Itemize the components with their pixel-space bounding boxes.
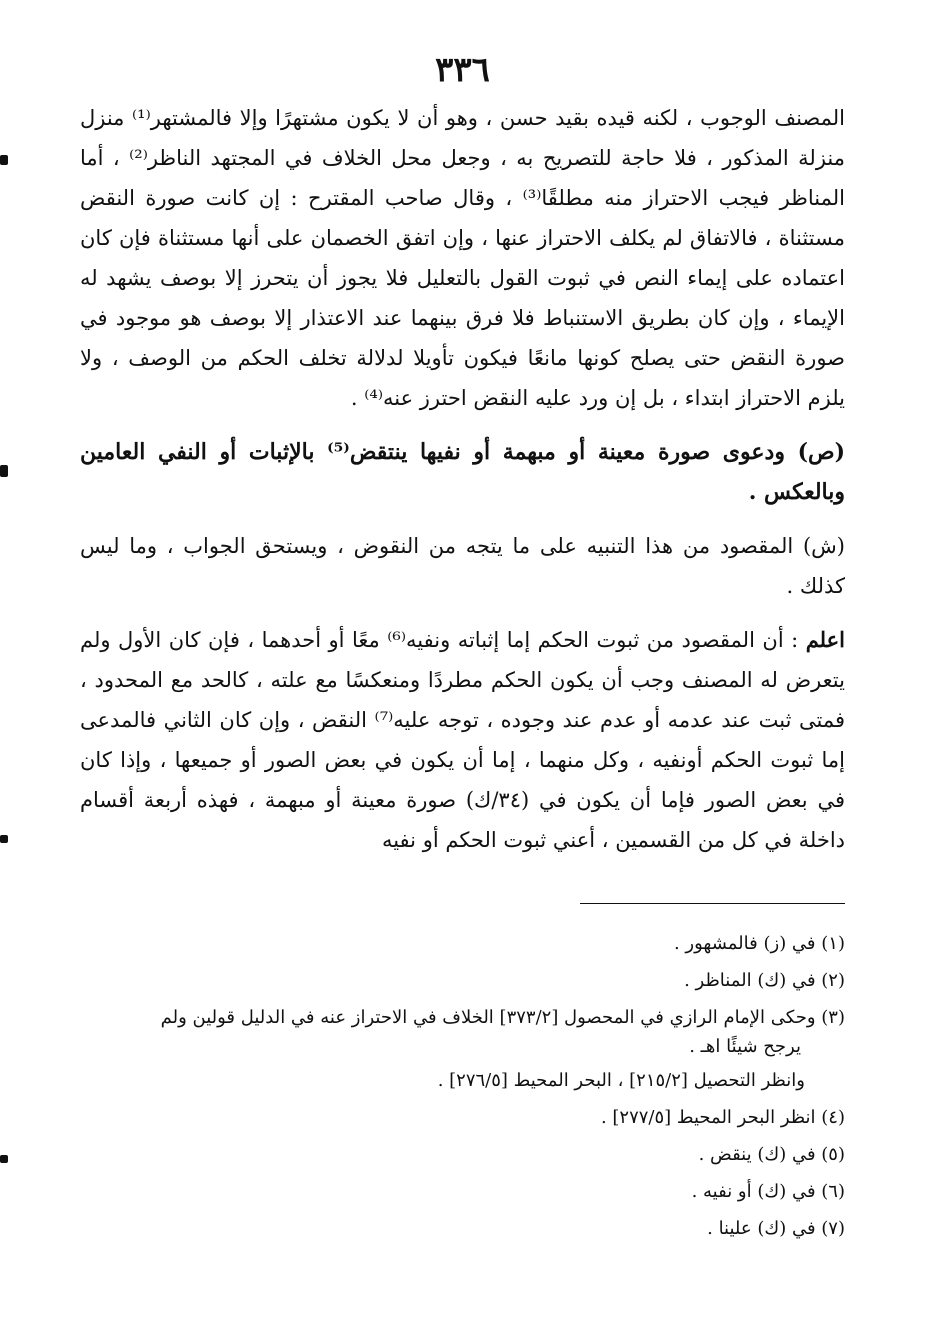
footnote-6: (٦) في (ك) أو نفيه . [691, 1181, 845, 1202]
footnote-3: (٣) وحكى الإمام الرازي في المحصول [٣٧٣/٢] الخلاف في الاحتراز عنه في الدليل قولين ولم [160, 1007, 845, 1028]
footnote-4: (٤) انظر البحر المحيط [٢٧٧/٥] . [600, 1107, 845, 1128]
paragraph-4-lead-word: اعلم [805, 627, 845, 652]
paragraph-2-text-statement: (ص) ودعوى صورة معينة أو مبهمة أو نفيها ينتقض⁽⁵⁾ بالإثبات أو النفي العامين وبالعكس . [80, 439, 845, 505]
footnote-3-reference: وانظر التحصيل [٢١٥/٢] ، البحر المحيط [٢٧٦/٥] . [437, 1070, 805, 1091]
scan-margin-mark [0, 835, 8, 843]
paragraph-1: المصنف الوجوب ، لكنه قيده بقيد حسن ، وهو أن لا يكون مشتهرًا وإلا فالمشتهر⁽¹⁾ منزل منزلة المذكور ، فلا حاجة للتصريح به ، وجعل محل الخلاف في المجتهد الناظر⁽²⁾ ، أما المناظر فيجب الاحتراز منه مطلقًا⁽³⁾ ، وقال صاحب المقترح : إن كانت صورة النقض مستثناة ، فالاتفاق لم يكلف الاحتراز عنها ، وإن اتفق الخصمان على أنها مستثناة فإن كان اعتماده على إيماء النص في ثبوت القول بالتعليل فلا يجوز أن يتحرز إلا بوصف يشهد له الإيماء ، وإن كان بطريق الاستنباط فلا فرق بينهما عند الاعتذار إلا بوصف هو موجود في صورة النقض حتى يصلح كونها مانعًا فيكون تأويلا لدلالة تخلف الحكم من الوصف ، ولا يلزم الاحتراز ابتداء ، بل إن ورد عليه النقض احترز عنه⁽⁴⁾ . [80, 106, 845, 410]
scan-margin-mark [0, 155, 8, 165]
paragraph-3-commentary: (ش) المقصود من هذا التنبيه على ما يتجه من النقوض ، ويستحق الجواب ، وما ليس كذلك . [80, 534, 845, 598]
footnote-1: (١) في (ز) فالمشهور . [673, 933, 845, 954]
footnotes [80, 925, 845, 1247]
scan-margin-mark [0, 465, 8, 477]
footnote-divider [580, 903, 845, 904]
footnote-2: (٢) في (ك) المناظر . [684, 970, 845, 991]
body-text [80, 98, 845, 860]
footnote-7: (٧) في (ك) علينا . [707, 1218, 845, 1239]
paragraph-4 [80, 620, 845, 860]
paragraph-4-text: : أن المقصود من ثبوت الحكم إما إثباته ونفيه⁽⁶⁾ معًا أو أحدهما ، فإن كان الأول ولم يتعرض له المصنف وجب أن يكون الحكم مطردًا ومنعكسًا مع علته ، كالحد مع المحدود ، فمتى ثبت عند عدمه أو عدم عند وجوده ، توجه عليه⁽⁷⁾ النقض ، وإن كان الثاني فالمدعى إما ثبوت الحكم أونفيه ، وكل منهما ، إما أن يكون في بعض الصور أو جميعها ، وإذا كان في بعض الصور فإما أن يكون في (٣٤/ك) صورة معينة أو مبهمة ، فهذه أربعة أقسام داخلة في كل من القسمين ، أعني ثبوت الحكم أو نفيه [80, 628, 845, 852]
footnote-3-continuation: يرجح شيئًا اهـ . [689, 1036, 801, 1057]
page-number: ٣٣٦ [435, 50, 490, 90]
scan-margin-mark [0, 1155, 8, 1163]
document-page [80, 0, 845, 1332]
footnote-5: (٥) في (ك) ينقض . [698, 1144, 845, 1165]
